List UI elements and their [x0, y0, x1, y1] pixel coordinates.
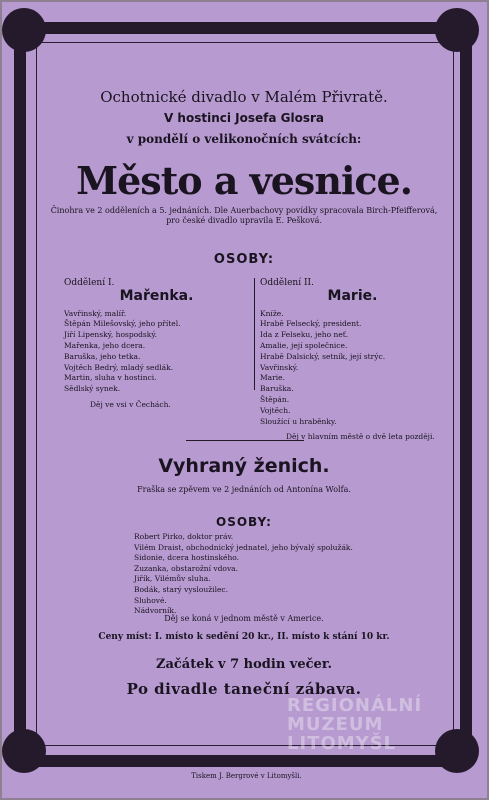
cast-name: Hrabě Dalsický, setník, její strýc. — [260, 351, 386, 361]
cast-name: Vilém Draist, obchodnický jednatel, jeho bývalý spolužák. — [134, 542, 353, 552]
cast-name: Bodák, starý vysloužilec. — [134, 584, 228, 594]
section-divider — [186, 440, 304, 441]
ticket-prices: Ceny míst: I. místo k sedění 20 kr., II. místo k stání 10 kr. — [98, 632, 390, 642]
corner-ornament-top-left — [2, 8, 46, 52]
museum-watermark — [287, 696, 467, 756]
cast-name: Vavřinský, malíř. — [64, 308, 127, 318]
cast-name: Sloužící u hraběnky. — [260, 416, 337, 426]
part-two-column — [260, 278, 445, 443]
cast-name: Baruška, jeho tetka. — [64, 351, 141, 361]
poster-paper — [2, 2, 487, 798]
cast-name: Mařenka, jeho dcera. — [64, 340, 146, 350]
poster-content — [48, 52, 440, 742]
theatre-heading: Ochotnické divadlo v Malém Přivratě. — [100, 88, 388, 106]
cast-name: Zuzanka, obstarožní vdova. — [134, 563, 239, 573]
play-description-line-1: Činohra ve 2 odděleních a 5. jednáních. Dle Auerbachovy povídky spracovala Birch-Pfeifferová, — [50, 206, 438, 215]
printer-credit: Tiskem J. Bergrové v Litomyšli. — [191, 772, 302, 780]
after-show-dance: Po divadle taneční zábava. — [126, 680, 362, 698]
venue-line: V hostinci Josefa Glosra — [163, 111, 325, 125]
persons-heading: OSOBY: — [213, 252, 275, 267]
second-play-title: Vyhraný ženich. — [158, 455, 330, 477]
watermark-line-2: MUZEUM — [287, 714, 384, 735]
part-two-setting: Děj v hlavním městě o dvě leta později. — [286, 432, 435, 442]
cast-name: Štěpán Milešovský, jeho přítel. — [64, 319, 181, 329]
play-description — [48, 206, 440, 226]
start-time: Začátek v 7 hodin večer. — [155, 657, 333, 672]
second-cast-list — [134, 532, 374, 617]
cast-name: Sidonie, dcera hostinského. — [134, 553, 240, 563]
play-description-line-2: pro české divadlo upravila E. Pešková. — [166, 216, 322, 225]
second-play-setting: Děj se koná v jednom městě v Americe. — [164, 614, 324, 623]
cast-name: Jiřík, Vilémův sluha. — [134, 574, 211, 584]
part-one-column — [64, 278, 249, 411]
part-two-role: Marie. — [327, 287, 378, 304]
cast-name: Štěpán. — [260, 394, 290, 404]
corner-ornament-bottom-left — [2, 729, 46, 773]
cast-name: Ida z Felseku, jeho neť. — [260, 330, 349, 340]
cast-name: Vojtěch Bedrý, mladý sedlák. — [64, 362, 174, 372]
second-persons-heading: OSOBY: — [216, 515, 272, 529]
cast-name: Jiří Lipenský, hospodský. — [64, 330, 157, 340]
part-two-heading: Oddělení II. — [260, 278, 314, 288]
part-one-role: Mařenka. — [119, 287, 194, 304]
cast-name: Sluhové. — [134, 595, 167, 605]
second-play-description: Fraška se zpěvem ve 2 jednáních od Antonína Wolfa. — [137, 485, 351, 494]
cast-name: Nádvorník. — [134, 606, 177, 616]
part-one-heading: Oddělení I. — [64, 278, 115, 288]
cast-name: Martin, sluha v hostinci. — [64, 373, 157, 383]
cast-name: Baruška. — [260, 384, 294, 394]
corner-ornament-top-right — [435, 8, 479, 52]
column-divider — [254, 278, 255, 390]
play-title-main: Město a vesnice. — [76, 158, 412, 203]
cast-name: Vavřinský. — [260, 362, 299, 372]
cast-name: Vojtěch. — [260, 405, 291, 415]
date-line: v pondělí o velikonočních svátcích: — [126, 132, 362, 146]
cast-name: Robert Pirko, doktor práv. — [134, 532, 234, 541]
watermark-line-1: REGIONÁLNÍ — [287, 695, 423, 716]
watermark-line-3: LITOMYŠL — [287, 733, 397, 754]
part-one-setting: Děj ve vsi v Čechách. — [90, 399, 171, 409]
cast-name: Sědlský synek. — [64, 384, 121, 394]
cast-name: Amalie, její společnice. — [260, 340, 348, 350]
cast-name: Marie. — [260, 373, 285, 383]
cast-name: Kníže. — [260, 308, 284, 318]
cast-name: Hrabě Felsecký, president. — [260, 319, 362, 329]
